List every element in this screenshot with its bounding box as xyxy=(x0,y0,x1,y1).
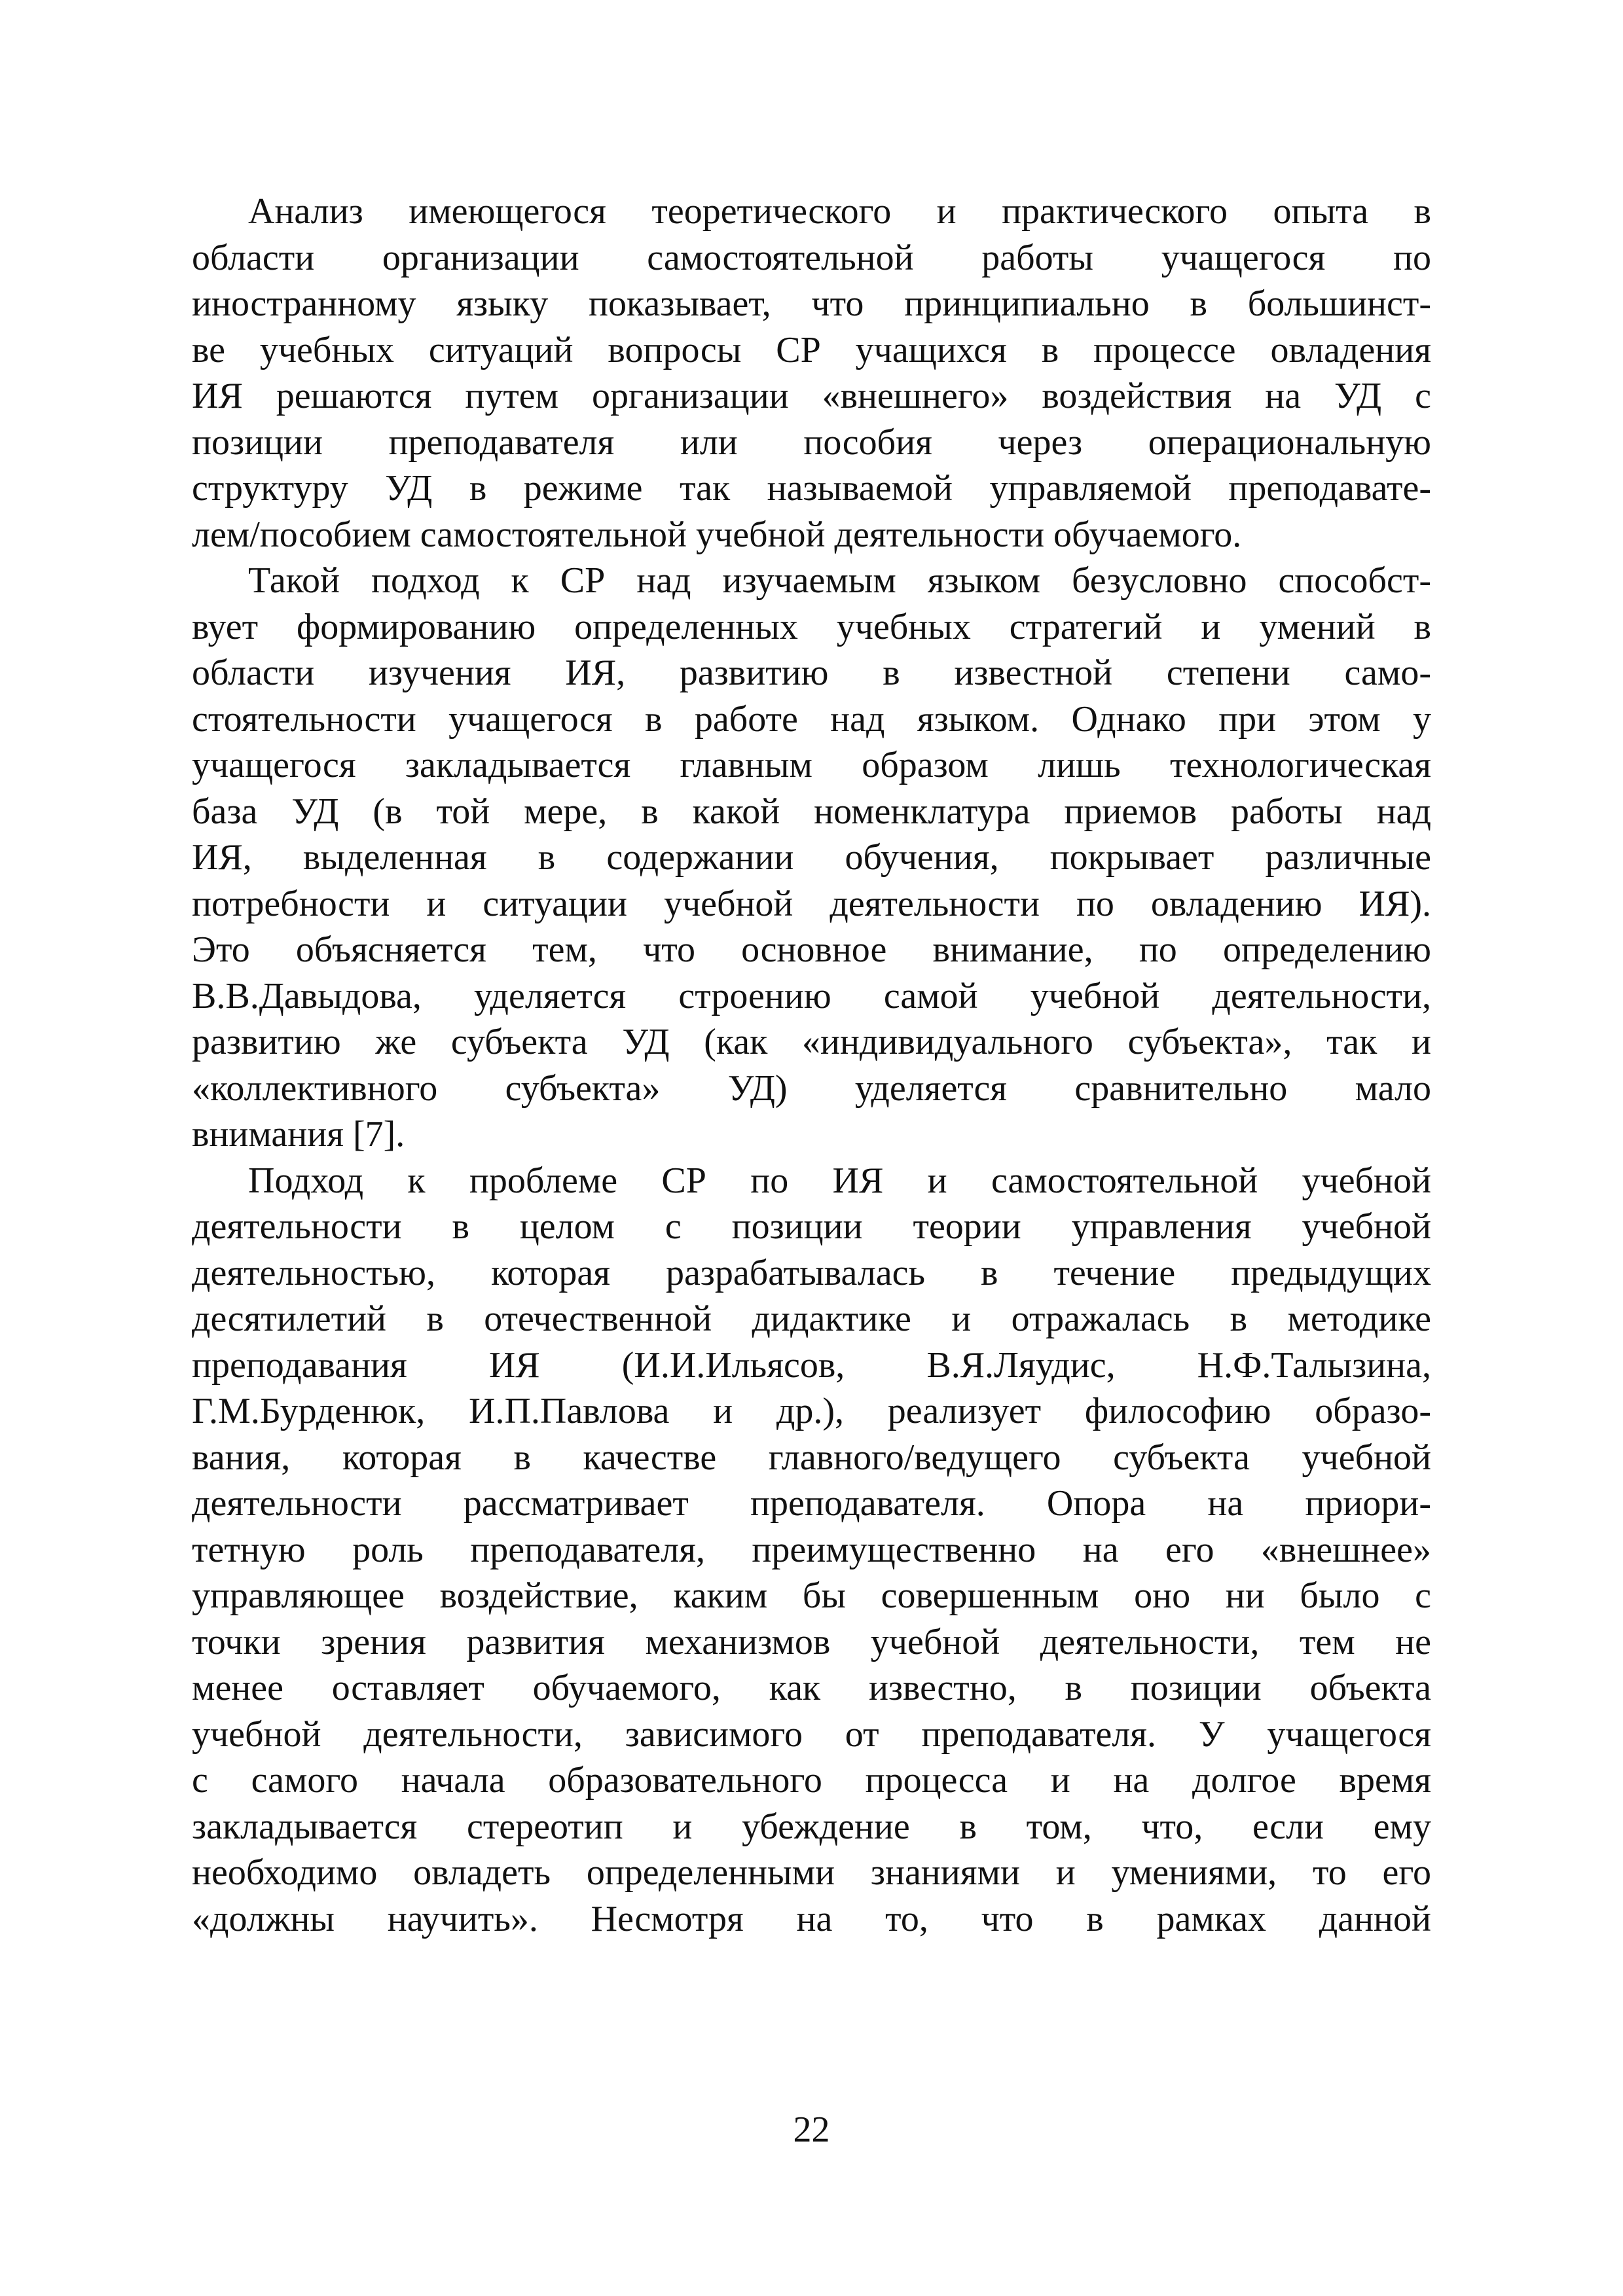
text-line: лем/пособием самостоятельной учебной деятельности обучаемого. xyxy=(192,514,1242,555)
text-line: Такой подход к СР над изучаемым языком безусловно способст- xyxy=(248,560,1431,601)
text-line: управляющее воздействие, каким бы совершенным оно ни было с xyxy=(192,1575,1431,1616)
page-number: 22 xyxy=(793,2109,830,2150)
text-line: десятилетий в отечественной дидактике и отражалась в методике xyxy=(192,1299,1431,1339)
text-line: позиции преподавателя или пособия через операциональную xyxy=(192,422,1431,463)
text-line: деятельности в целом с позиции теории управления учебной xyxy=(192,1206,1431,1247)
text-line: «коллективного субъекта» УД) уделяется сравнительно мало xyxy=(192,1067,1431,1109)
body-text xyxy=(192,188,1431,1942)
text-line: ИЯ, выделенная в содержании обучения, покрывает различные xyxy=(192,837,1431,878)
text-line: Анализ имеющегося теоретического и практического опыта в xyxy=(248,191,1431,232)
text-line: развитию же субъекта УД (как «индивидуального субъекта», так и xyxy=(192,1022,1431,1062)
text-line: менее оставляет обучаемого, как известно, в позиции объекта xyxy=(192,1668,1431,1708)
text-line: вует формированию определенных учебных стратегий и умений в xyxy=(192,606,1431,647)
text-line: учащегося закладывается главным образом лишь технологическая xyxy=(192,745,1431,785)
text-line: деятельности рассматривает преподавателя. Опора на приори- xyxy=(192,1483,1431,1524)
text-line: точки зрения развития механизмов учебной деятельности, тем не xyxy=(192,1621,1431,1662)
text-line: деятельностью, которая разрабатывалась в течение предыдущих xyxy=(192,1252,1431,1293)
text-line: Г.М.Бурденюк, И.П.Павлова и др.), реализует философию образо- xyxy=(192,1391,1431,1431)
text-line: структуру УД в режиме так называемой управляемой преподавате- xyxy=(192,468,1431,509)
paragraph xyxy=(192,558,1431,1158)
text-line: «должны научить». Несмотря на то, что в рамках данной xyxy=(192,1898,1431,1939)
text-line: стоятельности учащегося в работе над языком. Однако при этом у xyxy=(192,698,1431,740)
text-line: необходимо овладеть определенными знаниями и умениями, то его xyxy=(192,1852,1431,1893)
text-line: учебной деятельности, зависимого от преподавателя. У учащегося xyxy=(192,1713,1431,1755)
text-line: ИЯ решаются путем организации «внешнего» воздействия на УД с xyxy=(192,376,1431,416)
text-line: закладывается стереотип и убеждение в том, что, если ему xyxy=(192,1806,1431,1847)
text-line: В.В.Давыдова, уделяется строению самой учебной деятельности, xyxy=(192,975,1431,1016)
text-line: ве учебных ситуаций вопросы СР учащихся в процессе овладения xyxy=(192,329,1431,370)
text-line: база УД (в той мере, в какой номенклатура приемов работы над xyxy=(192,791,1431,832)
text-line: Подход к проблеме СР по ИЯ и самостоятельной учебной xyxy=(248,1160,1431,1201)
text-line: с самого начала образовательного процесса и на долгое время xyxy=(192,1760,1431,1801)
text-line: иностранному языку показывает, что принципиально в большинст- xyxy=(192,283,1431,324)
text-line: тетную роль преподавателя, преимущественно на его «внешнее» xyxy=(192,1529,1431,1570)
text-line: области организации самостоятельной работы учащегося по xyxy=(192,237,1431,278)
text-line: области изучения ИЯ, развитию в известной степени само- xyxy=(192,653,1431,693)
text-line: преподавания ИЯ (И.И.Ильясов, В.Я.Ляудис, Н.Ф.Талызина, xyxy=(192,1344,1431,1386)
text-line: внимания [7]. xyxy=(192,1114,405,1155)
text-line: вания, которая в качестве главного/ведущего субъекта учебной xyxy=(192,1437,1431,1478)
text-line: Это объясняется тем, что основное внимание, по определению xyxy=(192,929,1431,970)
paragraph xyxy=(192,1158,1431,1943)
paragraph xyxy=(192,188,1431,558)
text-line: потребности и ситуации учебной деятельности по овладению ИЯ). xyxy=(192,883,1431,924)
